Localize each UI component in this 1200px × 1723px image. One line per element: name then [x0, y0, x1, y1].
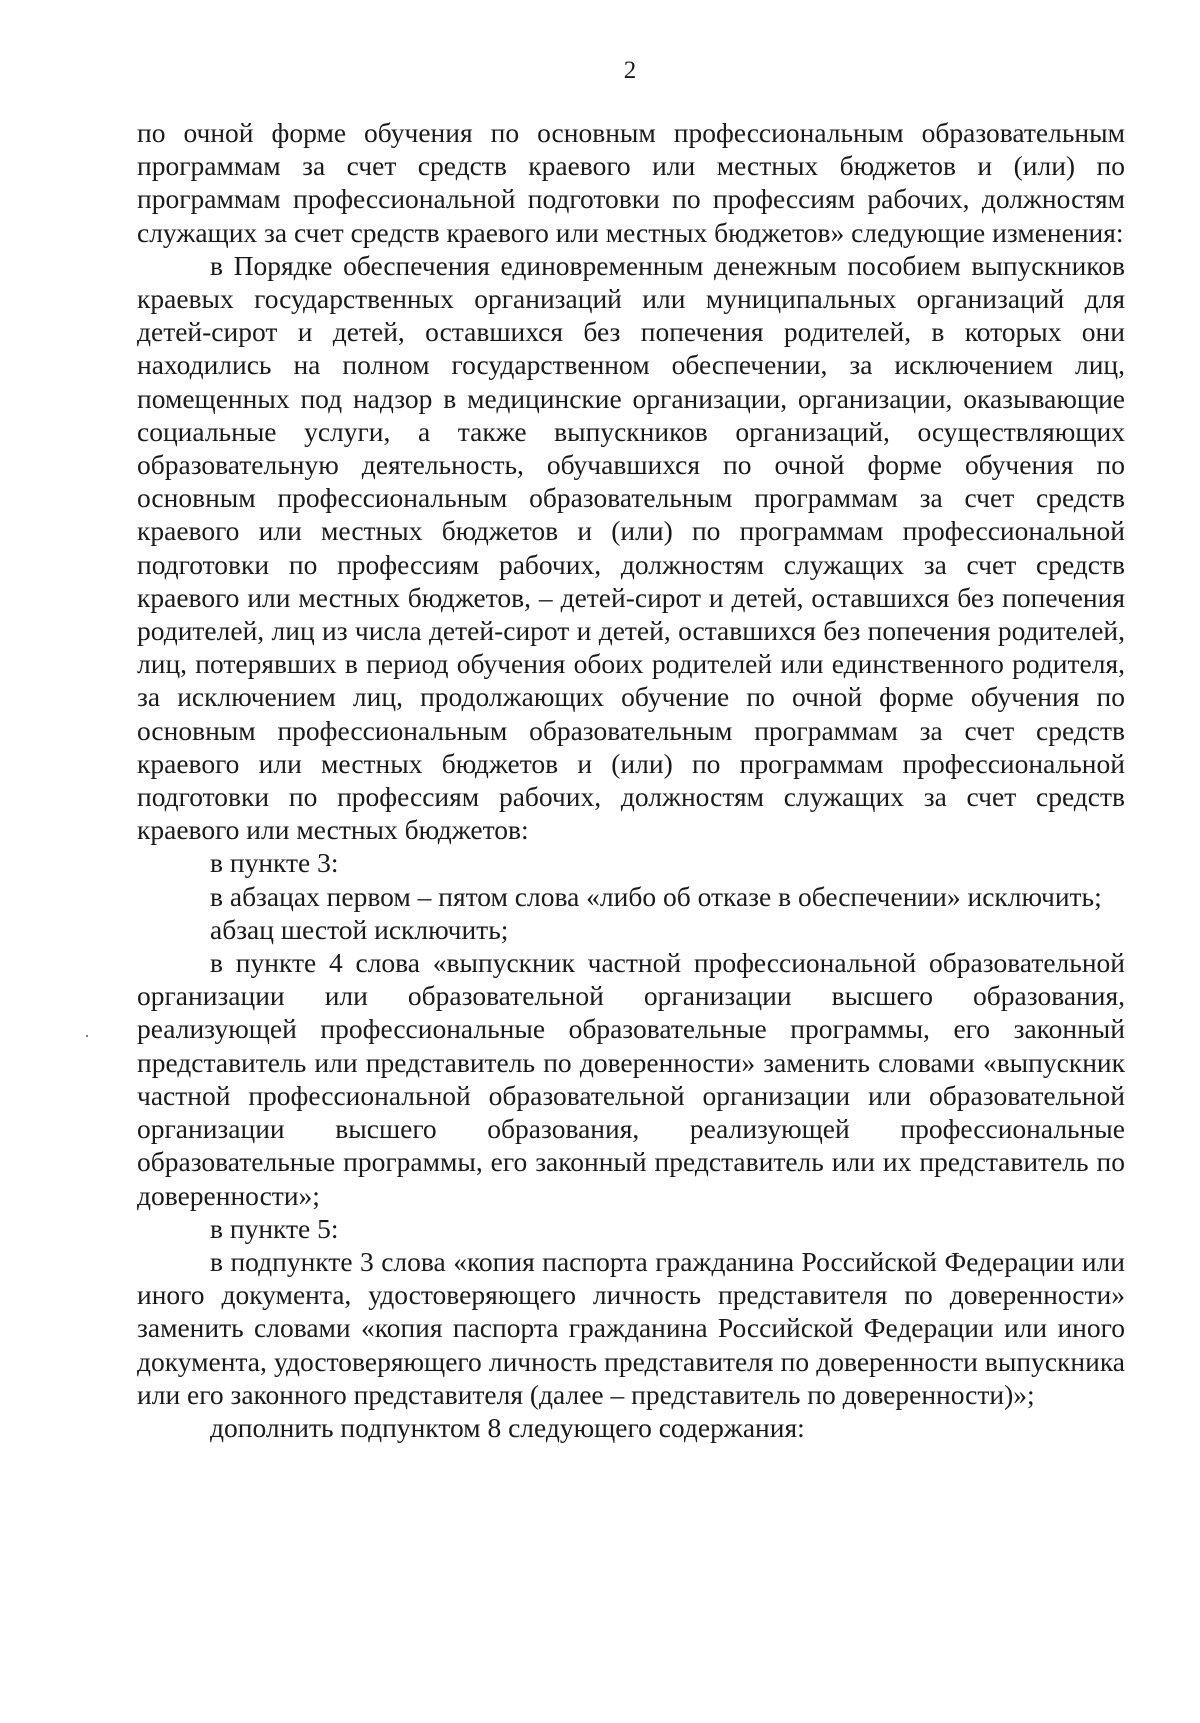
paragraph-6: в пункте 4 слова «выпускник частной профессиональной образовательной организации или образовательной организации высшего образования, реализующей профессиональные образовательные программы, его законный представитель или представитель по доверенности» заменить словами «выпускник частной профессиональной образовательной организации или образовательной организации высшего образования, реализующей профессиональные образовательные программы, его законный представитель или их представитель по доверенности»; [137, 947, 1125, 1211]
page-number: 2 [623, 57, 637, 84]
paragraph-5: абзац шестой исключить; [210, 913, 509, 945]
paragraph-1: по очной форме обучения по основным профессиональным образовательным программам за счет средств краевого или местных бюджетов и (или) по программам профессиональной подготовки по профессиям рабочих, должностям служащих за счет средств краевого или местных бюджетов» следующие изменения: [137, 117, 1125, 248]
scan-speck [86, 1035, 88, 1037]
paragraph-9: дополнить подпунктом 8 следующего содержания: [210, 1411, 805, 1443]
paragraph-4: в абзацах первом – пятом слова «либо об отказе в обеспечении» исключить; [210, 880, 1102, 912]
paragraph-8: в подпункте 3 слова «копия паспорта гражданина Российской Федерации или иного документа, удостоверяющего личность представителя по доверенности» заменить словами «копия паспорта гражданина Российской Федерации или иного документа, удостоверяющего личность представителя по доверенности выпускника или его законного представителя (далее – представитель по доверенности)»; [137, 1245, 1125, 1410]
paragraph-3: в пункте 3: [210, 847, 339, 879]
paragraph-2: в Порядке обеспечения единовременным денежным пособием выпускников краевых государственных организаций или муниципальных организаций для детей-сирот и детей, оставшихся без попечения родителей, в которых они находились на полном государственном обеспечении, за исключением лиц, помещенных под надзор в медицинские организации, организации, оказывающие социальные услуги, а также выпускников организаций, осуществляющих образовательную деятельность, обучавшихся по очной форме обучения по основным профессиональным образовательным программам за счет средств краевого или местных бюджетов и (или) по программам профессиональной подготовки по профессиям рабочих, должностям служащих за счет средств краевого или местных бюджетов, – детей-сирот и детей, оставшихся без попечения родителей, лиц из числа детей-сирот и детей, оставшихся без попечения родителей, лиц, потерявших в период обучения обоих родителей или единственного родителя, за исключением лиц, продолжающих обучение по очной форме обучения по основным профессиональным образовательным программам за счет средств краевого или местных бюджетов и (или) по программам профессиональной подготовки по профессиям рабочих, должностям служащих за счет средств краевого или местных бюджетов: [137, 249, 1125, 846]
document-body [137, 116, 1125, 1444]
paragraph-7: в пункте 5: [210, 1212, 339, 1244]
